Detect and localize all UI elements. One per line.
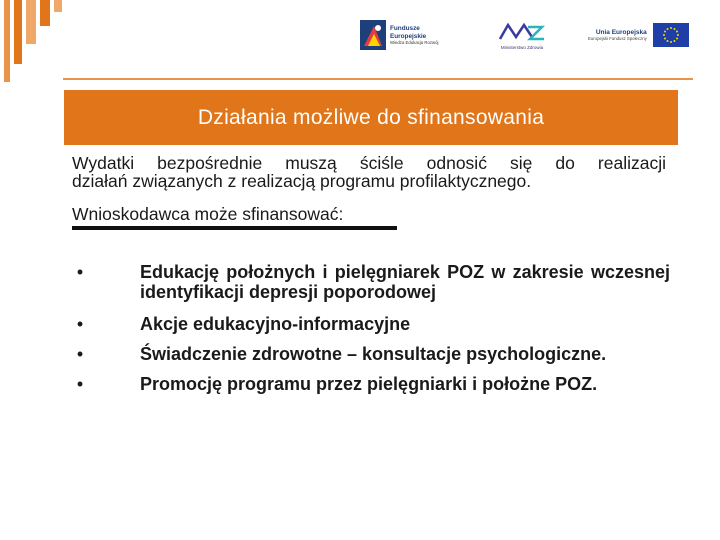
list-item-text: Akcje edukacyjno-informacyjne	[140, 314, 411, 334]
intro-paragraph	[72, 154, 666, 190]
decorative-corner	[0, 0, 70, 82]
slide-title: Działania możliwe do sfinansowania	[64, 90, 678, 145]
fundusze-subtitle: Wiedza Edukacja Rozwój	[390, 39, 439, 45]
bullet-marker: •	[76, 344, 84, 364]
list-item	[70, 344, 670, 364]
eu-flag-icon	[653, 23, 689, 47]
list-item	[70, 314, 670, 334]
intro-line-3: Wnioskodawca może sfinansować:	[72, 204, 344, 224]
bullet-marker: •	[76, 262, 84, 282]
ue-title: Unia Europejska	[595, 29, 647, 36]
bullet-marker: •	[76, 314, 84, 334]
bullet-list	[70, 262, 670, 394]
list-item-text: Edukację położnych i pielęgniarek POZ w zakresie wczesnej identyfikacji depresji poporodowej	[140, 262, 670, 302]
list-item-text: Świadczenie zdrowotne – konsultacje psychologiczne.	[140, 344, 607, 364]
intro-line-2: działań związanych z realizacją programu profilaktycznego.	[72, 171, 532, 191]
mz-subtitle: Ministerstwo Zdrowia	[500, 44, 544, 50]
ue-subtitle: Europejski Fundusz Społeczny	[588, 36, 647, 41]
fundusze-title: Fundusze Europejskie	[390, 25, 427, 40]
header-divider	[63, 78, 693, 80]
mz-logo-icon	[498, 21, 546, 43]
logo-bar	[360, 10, 710, 60]
list-item	[70, 262, 670, 302]
list-item	[70, 374, 670, 394]
fundusze-europejskie-logo	[360, 10, 438, 60]
list-item-text: Promocję programu przez pielęgniarki i położne POZ.	[140, 374, 598, 394]
underline-bar	[72, 226, 397, 230]
fundusze-logo-icon	[360, 20, 386, 50]
unia-europejska-logo	[588, 10, 689, 60]
bullet-marker: •	[76, 374, 84, 394]
intro-line-1: Wydatki bezpośrednie muszą ściśle odnosić się do realizacji	[72, 153, 666, 173]
ministerstwo-zdrowia-logo	[498, 10, 546, 60]
